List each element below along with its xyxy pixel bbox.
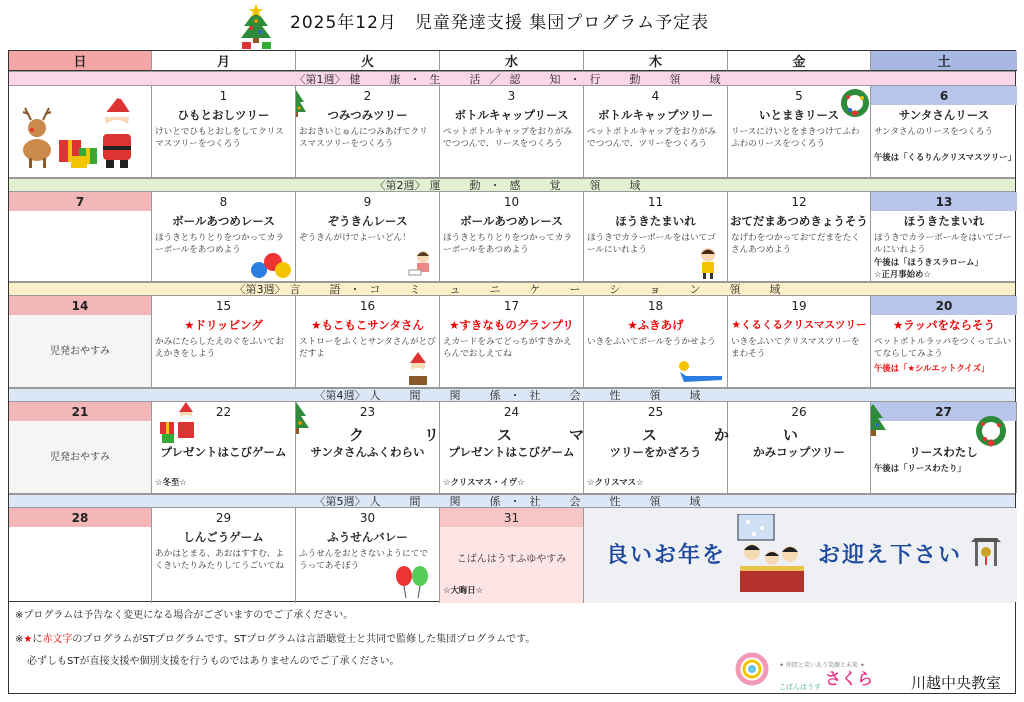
event-note: ☆大晦日☆ [443,585,484,595]
program-title: リースわたし [909,445,978,459]
program-description: ぞうきんがけでよーいどん！ [299,233,411,243]
day-cell-15 [152,296,296,387]
colored-balls-icon [249,250,293,280]
week3-band [9,282,1015,296]
weekday-tue: 火 [296,51,440,71]
day-cell-14 [9,296,152,387]
event-note: ☆クリスマス☆ [587,477,644,487]
weekday-sun: 日 [9,51,152,71]
day-number: 25 [647,404,664,419]
day-number: 6 [871,86,1017,105]
program-title: サンタさんリース [898,108,990,122]
program-description: いきをふいてクリスマスツリーをまわそう [731,337,860,359]
closed-label: こばんはうすふゆやすみ [456,554,567,565]
day-cell-5 [728,86,871,177]
day-number: 7 [9,192,151,211]
christmas-tree-icon [296,402,310,436]
afternoon-note: 午後は「くるりんクリスマスツリー」 [874,152,1017,162]
event-note: ☆正月事始め☆ [874,269,931,279]
event-note: ☆冬至☆ [155,477,187,487]
day-cell-8 [152,192,296,281]
day-number: 21 [9,402,151,421]
note-body: のプログラムがSTプログラムです。STプログラムは言語聴覚士と共同で監修した集団プログラムです。 [72,634,536,645]
day-number: 20 [871,296,1017,315]
day-cell-29 [152,508,296,603]
day-number: 15 [215,298,232,313]
program-title: ボールあつめレース [172,214,275,228]
family-new-year-illustration [734,514,810,596]
closed-label: 児発おやすみ [50,345,110,357]
day-cell-17 [440,296,584,387]
week2-theme: 運 動・感 覚 領 域 [429,179,650,192]
day-cell-12 [728,192,871,281]
page-header [0,0,1024,50]
day-number: 31 [440,508,583,527]
logo-brand-name: さくら [825,669,874,688]
day-cell-27 [871,402,1017,493]
program-description: えカードをみてどっちがすきかえらんでおしえてね [443,337,572,359]
program-description: ほうきでカラーボールをはいてゴールにいれよう [587,233,716,255]
new-year-greeting-right: お迎え下さい [818,543,963,568]
program-description: リースにけいとをまきつけてふわふわのリースをつくろう [731,127,860,149]
santa-reindeer-illustration [15,90,145,172]
program-title: ほうきたまいれ [615,214,696,228]
wreath-icon [974,414,1008,448]
day-number: 26 [791,404,807,419]
program-description: ペットボトルキャップをおりがみでつつんで、リースをつくろう [443,127,572,149]
program-title: プレゼントはこびゲーム [448,445,575,459]
program-title: つみつみツリー [327,108,408,122]
xmas-party-letter: ク [349,426,365,444]
st-program-title: ★ドリッピング [184,318,263,332]
program-title: ぞうきんレース [327,214,408,228]
closed-label: 児発おやすみ [50,451,110,463]
program-title: ボトルキャップリース [454,108,569,122]
day-number: 8 [219,194,228,209]
day-cell-31 [440,508,584,603]
week1-band [9,71,1015,86]
program-description: ペットボトルキャップをおりがみでつつんで、ツリーをつくろう [587,127,716,149]
program-title: いとまきリース [759,108,839,122]
balloons-icon [392,564,432,600]
day-cell-6 [871,86,1017,177]
program-description: ほうきでカラーボールをはいてゴールにいれよう [874,233,1012,255]
program-title: ツリーをかざろう [609,445,702,459]
day-number: 30 [359,510,376,525]
day-cell-13 [871,192,1017,281]
day-number: 1 [219,88,228,103]
day-cell-3 [440,86,584,177]
day-number: 11 [647,194,664,209]
day-number: 24 [503,404,520,419]
day-number: 10 [503,194,520,209]
day-number: 3 [507,88,516,103]
week1-label: 〈第1週〉 [294,72,346,86]
xmas-party-letter: マ [569,426,585,444]
day-cell-empty [9,86,152,177]
program-description: いきをふいてボールをうかせよう [587,337,716,347]
day-cell-23 [296,402,440,493]
page-title: 2025年12月 児童発達支援 集団プログラム予定表 [290,13,710,33]
week5-row [9,508,1015,603]
day-cell-9 [296,192,440,281]
day-cell-2 [296,86,440,177]
day-number: 5 [795,88,803,103]
event-note: ☆クリスマス・イヴ☆ [443,477,525,487]
week4-band [9,388,1015,402]
note-prefix: ※ [15,634,24,645]
day-cell-18 [584,296,728,387]
day-number: 13 [871,192,1017,211]
weekday-header-row [9,51,1015,71]
child-broom-icon [693,246,723,280]
day-cell-30 [296,508,440,603]
xmas-party-letter: い [783,426,799,444]
program-description: ほうきとちりとりをつかってカラーボールをあつめよう [155,233,284,255]
program-title: プレゼントはこびゲーム [160,445,287,459]
st-program-title: ★もこもこサンタさん [311,318,424,332]
program-description: なげわをつかっておてだまをたくさんあつめよう [731,233,860,255]
week2-label: 〈第2週〉 [374,179,426,192]
day-cell-19 [728,296,871,387]
calendar [8,50,1016,602]
day-cell-11 [584,192,728,281]
day-number: 17 [503,298,520,313]
day-cell-16 [296,296,440,387]
footer-note-change: ※プログラムは予告なく変更になる場合がございますのでご了承ください。 [15,610,354,621]
weekday-thu: 木 [584,51,728,71]
day-number: 12 [791,194,807,209]
day-number: 28 [9,508,151,527]
program-title: しんごうゲーム [183,530,264,544]
footer-note-disclaimer: 必ずしもSTが直接支援や個別支援を行うものではありませんのでご了承ください。 [27,656,400,667]
christmas-tree-icon [871,404,887,438]
program-description: ほうきとちりとりをつかってカラーボールをあつめよう [443,233,572,255]
week4-row [9,402,1015,494]
program-title: ひもとおしツリー [177,108,270,122]
new-year-greeting-left: 良いお年を [606,543,727,568]
santa-icon [405,352,431,386]
day-cell-10 [440,192,584,281]
day-cell-28 [9,508,152,603]
week5-label: 〈第5週〉 [314,495,366,508]
day-cell-1 [152,86,296,177]
day-cell-22 [152,402,296,493]
xmas-party-letter: ス [642,426,658,444]
st-program-title: ★くるくるクリスマスツリー [731,319,867,331]
program-description: おおきいじゅんにつみあげてクリスマスツリーをつくろう [299,127,428,149]
program-description: サンタさんのリースをつくろう [874,127,994,137]
footer-note-st [15,630,535,645]
day-number: 18 [647,298,664,313]
weekday-mon: 月 [152,51,296,71]
xmas-party-letter: か [714,426,730,444]
program-title: ふうせんバレー [327,530,408,544]
day-number: 22 [215,404,232,419]
week3-theme: 言 語・コ ミ ュ ニ ケ ー シ ョ ン 領 域 [289,283,790,296]
classroom-name: 川越中央教室 [910,674,1001,692]
week2-band [9,178,1015,192]
week5-theme: 人 間 関 係・社 会 性 領 域 [369,495,710,508]
week1-row [9,86,1015,178]
footer [8,602,1016,694]
week4-label: 〈第4週〉 [314,389,366,402]
program-title: ボトルキャップツリー [598,108,713,122]
weekday-wed: 水 [440,51,584,71]
day-number: 2 [363,88,372,103]
afternoon-note: 午後は「リースわたり」 [874,463,966,473]
child-cleaning-icon [405,248,435,278]
day-number: 27 [871,402,1016,421]
christmas-tree-icon [238,4,274,50]
sakura-logo-icon [735,652,769,686]
day-cell-7 [9,192,152,281]
weekday-fri: 金 [728,51,871,71]
new-year-banner [584,508,1017,603]
day-number: 9 [363,194,372,209]
day-cell-4 [584,86,728,177]
week3-label: 〈第3週〉 [234,283,286,296]
day-number: 23 [359,404,376,419]
day-cell-25 [584,402,728,493]
afternoon-note: 午後は「★シルエットクイズ」 [874,363,990,373]
day-cell-20 [871,296,1017,387]
day-cell-24 [440,402,584,493]
program-title: ほうきたまいれ [903,214,985,228]
program-title: かみコップツリー [753,445,845,459]
program-description: かみにたらしたえのぐをふいておえかきをしよう [155,337,284,359]
week5-band [9,494,1015,508]
st-program-title: ★ふきあげ [627,318,684,332]
xmas-party-letter: ス [497,426,513,444]
day-number: 29 [215,510,232,525]
xmas-party-letter: リ [424,426,440,444]
day-number: 14 [9,296,151,315]
santa-gifts-icon [158,402,198,444]
program-description: けいとでひもとおしをしてクリスマスツリーをつくろう [155,127,284,149]
week2-row [9,192,1015,282]
week1-theme: 健 康・生 活／認 知・行 動 領 域 [349,72,730,86]
day-number: 16 [359,298,376,313]
afternoon-note: 午後は「ほうきスラローム」 [874,257,983,267]
day-cell-26 [728,402,871,493]
logo-tagline: ✦ 仲間と笑いあう笑顔と未来 ✦ [779,662,865,669]
program-description: あかはとまる、あおはすすむ、よくきいたりみたりしてうごいてね [155,549,284,571]
logo-brand-sub: こばんはうす [779,683,821,691]
note-particle: に [32,634,43,645]
program-description: ふうせんをおとさないようにてでうってあそぼう [299,549,428,571]
program-title: おてだまあつめきょうそう [730,214,868,228]
week3-row [9,296,1015,388]
program-description: ストローをふくとサンタさんがとびだすよ [299,337,436,359]
st-program-title: ★すきなものグランプリ [449,318,574,332]
program-title: サンタさんふくわらい [310,445,425,459]
day-number: 4 [651,88,660,103]
weekday-sat: 土 [871,51,1017,71]
week4-theme: 人 間 関 係・社 会 性 領 域 [369,389,710,402]
note-star: ★ [23,634,33,645]
note-red-text: 赤文字 [42,634,73,645]
shrine-bell-icon [969,534,1003,568]
program-title: ボールあつめレース [460,214,563,228]
day-number: 19 [791,298,807,313]
blow-pipe-icon [676,360,726,384]
program-description: ペットボトルラッパをつくってふいてならしてみよう [874,337,1012,359]
day-cell-21 [9,402,152,493]
st-program-title: ★ラッパをならそう [892,318,996,332]
